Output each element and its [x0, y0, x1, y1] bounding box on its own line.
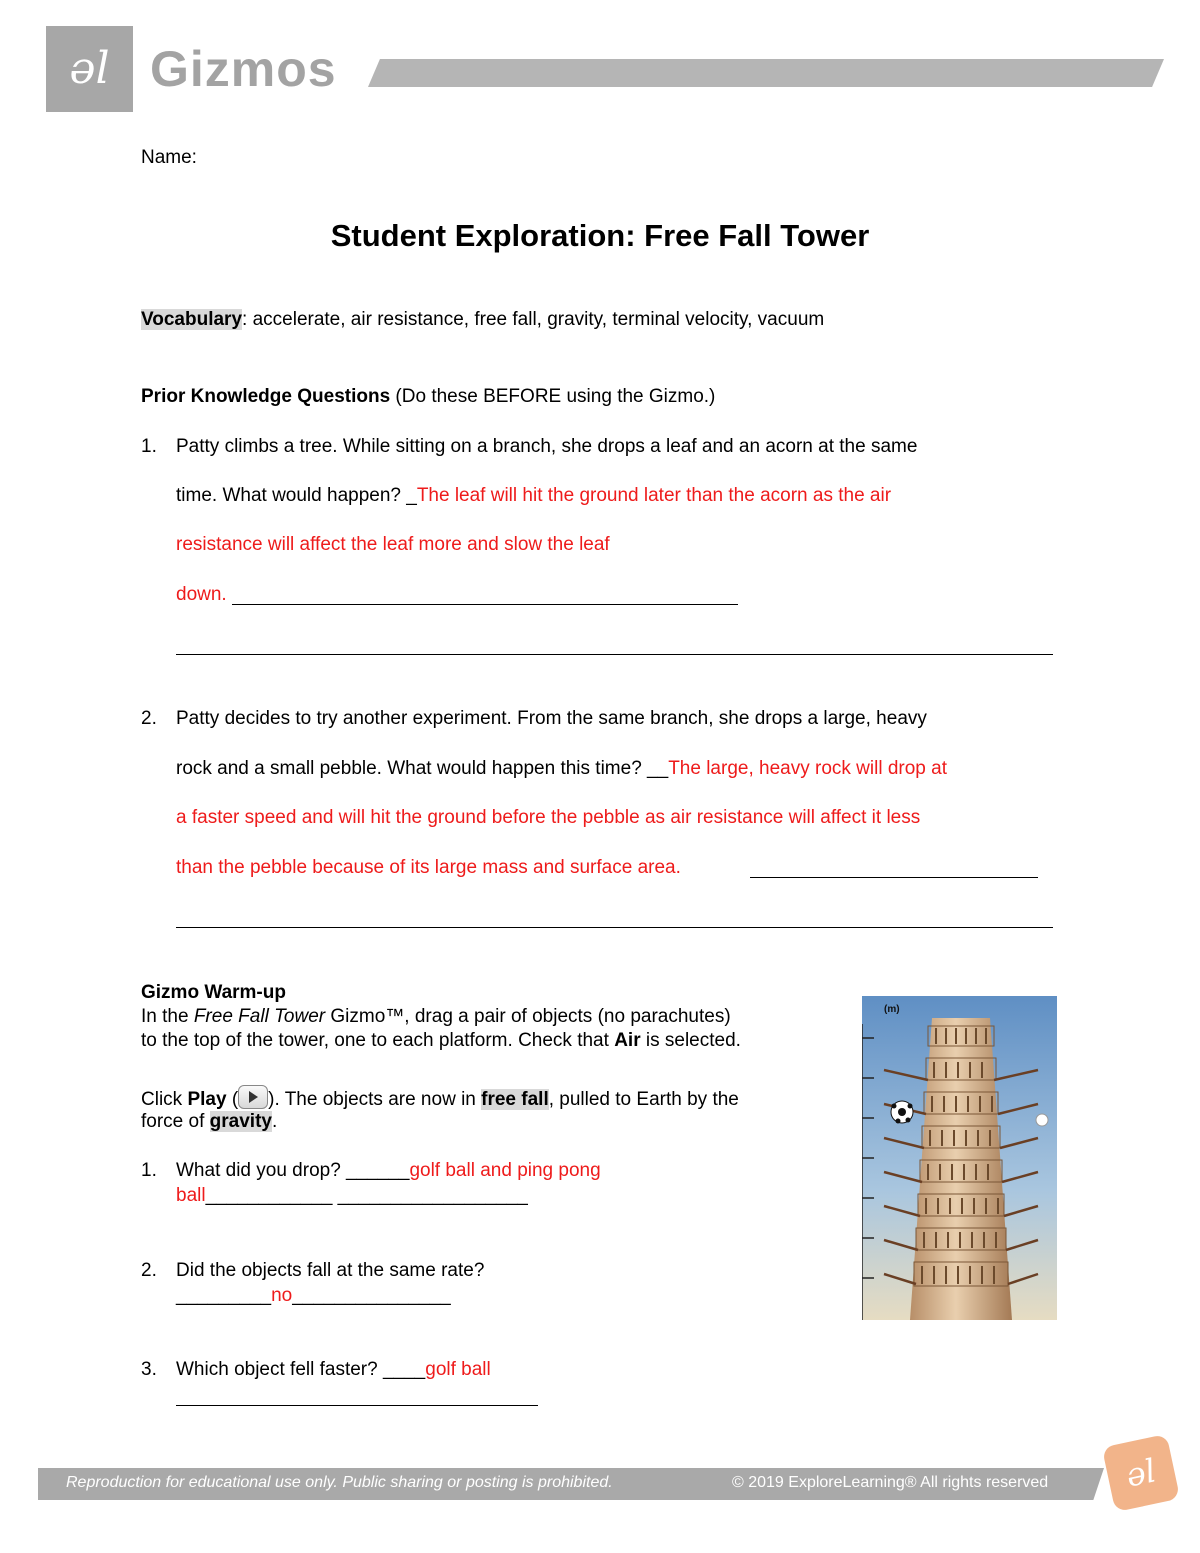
- free-fall-tower-image: [862, 996, 1057, 1320]
- answer-blank: _________: [176, 1285, 272, 1306]
- answer-blank: ____________ __________________: [205, 1185, 528, 1206]
- prior-q2-line2: [176, 757, 947, 781]
- brand-name: Gizmos: [150, 41, 337, 97]
- warmup-q3-number: 3.: [141, 1359, 157, 1380]
- answer-blank-line: [176, 654, 1053, 655]
- warmup-text: to the top of the tower, one to each platform. Check that: [141, 1030, 615, 1051]
- warmup-q2-prompt: Did the objects fall at the same rate?: [176, 1260, 485, 1281]
- prior-q2-answer-c[interactable]: than the pebble because of its large mass and surface area.: [176, 857, 681, 878]
- prior-heading-bold: Prior Knowledge Questions: [141, 386, 391, 407]
- gizmos-logo: [46, 26, 133, 112]
- prior-knowledge-heading: [141, 385, 715, 409]
- warmup-q1-prompt: What did you drop? ______: [176, 1160, 410, 1181]
- explorelearning-footer-logo-icon: ǝl: [1102, 1434, 1180, 1512]
- prior-q1-answer-a[interactable]: The leaf will hit the ground later than the acorn as the air: [416, 485, 892, 506]
- prior-q1-answer-b[interactable]: resistance will affect the leaf more and slow the leaf: [176, 534, 610, 555]
- air-term: Air: [614, 1030, 641, 1051]
- prior-q2-answer-a[interactable]: The large, heavy rock will drop at: [668, 758, 947, 779]
- warmup-text: , pulled to Earth by the: [548, 1089, 739, 1110]
- free-fall-term: free fall: [481, 1089, 549, 1110]
- warmup-q2-number: 2.: [141, 1260, 157, 1281]
- play-icon: [238, 1085, 268, 1109]
- gizmo-name: Free Fall Tower: [193, 1006, 326, 1027]
- answer-blank-line: [176, 927, 1053, 928]
- prior-q2-number: 2.: [141, 708, 157, 729]
- page-title: Student Exploration: Free Fall Tower: [330, 218, 870, 253]
- vocabulary-terms: : accelerate, air resistance, free fall, gravity, terminal velocity, vacuum: [242, 309, 825, 330]
- prior-q1-answer-c[interactable]: down.: [176, 584, 227, 605]
- header-bar: [368, 59, 1164, 87]
- answer-blank-line: [176, 1405, 538, 1406]
- warmup-para1-line1: [141, 1005, 731, 1029]
- soccer-ball-icon: [891, 1101, 913, 1124]
- answer-blank-line: [232, 604, 738, 605]
- warmup-q3-line1: [176, 1358, 491, 1382]
- prior-q2-prompt: rock and a small pebble. What would happen this time? __: [176, 758, 669, 779]
- warmup-text: force of: [141, 1111, 210, 1132]
- name-label: Name:: [141, 147, 197, 168]
- prior-q1-line1: Patty climbs a tree. While sitting on a branch, she drops a leaf and an acorn at the same: [176, 436, 918, 457]
- warmup-para1-line2: [141, 1029, 741, 1053]
- footer-copyright: © 2019 ExploreLearning® All rights reserved: [732, 1474, 1049, 1491]
- warmup-q1-number: 1.: [141, 1160, 157, 1181]
- warmup-text: ). The objects are now in: [268, 1089, 482, 1110]
- warmup-q1-line2: [176, 1184, 528, 1208]
- warmup-text: (: [226, 1089, 239, 1110]
- warmup-para2-line1: [141, 1085, 739, 1112]
- warmup-q3-answer[interactable]: golf ball: [425, 1359, 491, 1380]
- warmup-heading: Gizmo Warm-up: [141, 982, 286, 1003]
- answer-blank: _______________: [292, 1285, 451, 1306]
- footer-disclaimer: Reproduction for educational use only. Public sharing or posting is prohibited.: [66, 1474, 613, 1491]
- explorelearning-logo-icon: ǝl: [69, 43, 110, 94]
- answer-blank-line: [750, 877, 1038, 878]
- warmup-text: .: [271, 1111, 278, 1132]
- warmup-q2-answer[interactable]: no: [271, 1285, 293, 1306]
- warmup-text: In the: [141, 1006, 194, 1027]
- prior-q1-line2: [176, 484, 891, 508]
- prior-q1-number: 1.: [141, 436, 157, 457]
- warmup-para2-line2: [141, 1110, 277, 1134]
- prior-q1-line4: [176, 583, 227, 607]
- vocabulary-line: [141, 308, 824, 332]
- ping-pong-ball-icon: [1036, 1114, 1048, 1126]
- prior-q1-prompt: time. What would happen? _: [176, 485, 417, 506]
- height-unit-label: (m): [884, 1004, 900, 1015]
- warmup-text: is selected.: [640, 1030, 741, 1051]
- warmup-text: Gizmo™, drag a pair of objects (no parachutes): [325, 1006, 731, 1027]
- prior-q2-answer-b[interactable]: a faster speed and will hit the ground before the pebble as air resistance will affect it less: [176, 807, 921, 828]
- vocabulary-label: Vocabulary: [141, 309, 243, 330]
- prior-heading-note: (Do these BEFORE using the Gizmo.): [390, 386, 716, 407]
- warmup-q1-answer-b[interactable]: ball: [176, 1185, 206, 1206]
- warmup-q2-line2: [176, 1284, 451, 1308]
- play-term: Play: [187, 1089, 227, 1110]
- warmup-text: Click: [141, 1089, 188, 1110]
- warmup-q1-answer-a[interactable]: golf ball and ping pong: [409, 1160, 601, 1181]
- prior-q2-line1: Patty decides to try another experiment. From the same branch, she drops a large, heavy: [176, 708, 927, 729]
- warmup-q3-prompt: Which object fell faster? ____: [176, 1359, 426, 1380]
- warmup-q1-line1: [176, 1159, 601, 1183]
- gravity-term: gravity: [209, 1111, 272, 1132]
